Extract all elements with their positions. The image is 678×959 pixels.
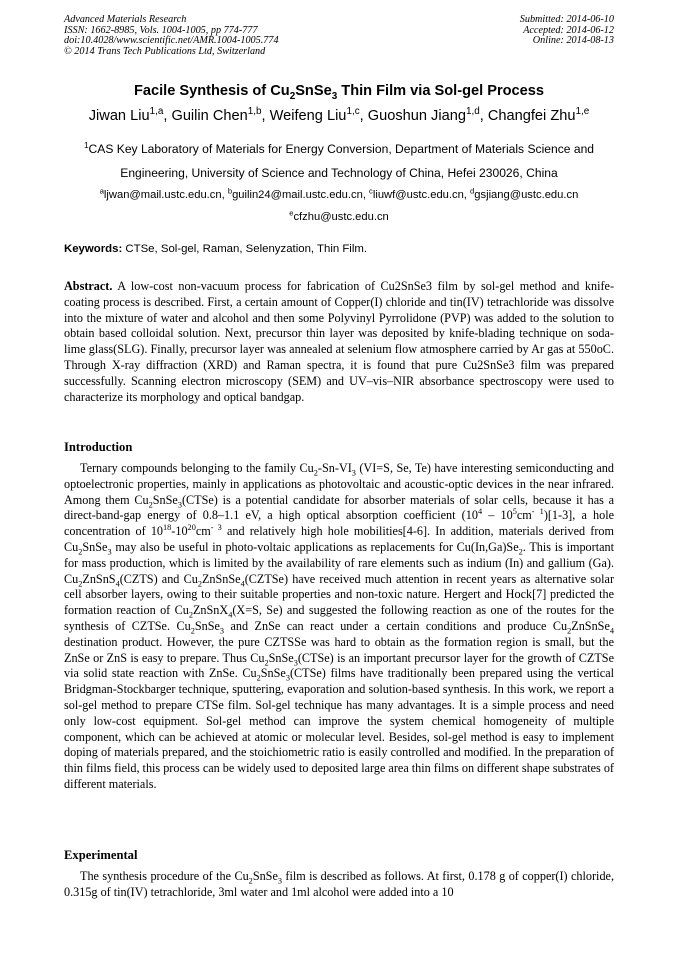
author-list <box>20 108 658 124</box>
abstract-text: A low-cost non-vacuum process for fabrication of Cu2SnSe3 film by sol-gel method and knife-coating process is described. First, a certain amount of Copper(I) chloride and tin(IV) tetrachloride was dissolve into the mixture of water and alcohol and then some Polyvinyl Pyrrolidone (PVP) was added to the solution to obtain based colloidal solution. Next, precursor thin layer was deposited by knife-blading technique on soda-lime glass(SLG). Finally, precursor layer was annealed at selenium flow atmosphere carried by Ar gas at 550oC. Through X-ray diffraction (XRD) and Raman spectra, it is found that pure Cu2SnSe3 film was prepared successfully. Scanning electron microscopy (SEM) and UV–vis–NIR absorbance spectroscopy were used to characterize its morphology and optical bandgap. <box>64 279 614 404</box>
email-link[interactable]: $^d$gsjiang@ustc.edu.cn <box>470 186 579 201</box>
journal-info <box>64 15 279 57</box>
email-link[interactable]: $^a$ljwan@mail.ustc.edu.cn, <box>99 186 228 201</box>
experimental-paragraph: The synthesis procedure of the $Cu_2SnSe_3$ film is described as follows. At first, 0.178 g of copper(I) chloride, 0.315g of tin(IV) tetrachloride, 3ml water and 1ml alcohol were added into a 10 <box>64 869 614 899</box>
section-heading-introduction: Introduction <box>64 440 133 454</box>
keywords-text: CTSe, Sol-gel, Raman, Selenyzation, Thin Film. <box>122 243 368 255</box>
date-submitted: Submitted: 2014-06-10 <box>519 14 614 25</box>
journal-doi: doi:10.4028/www.scientific.net/AMR.1004-1005.774 <box>64 35 279 47</box>
date-online: Online: 2014-08-13 <box>532 35 614 47</box>
keywords-label: Keywords: <box>64 243 123 255</box>
author: Guilin Chen$^{1,b}$, <box>171 106 270 124</box>
journal-copyright: © 2014 Trans Tech Publications Ltd, Switzerland <box>64 45 266 57</box>
keywords <box>64 243 614 255</box>
email-link[interactable]: $^b$guilin24@mail.ustc.edu.cn, <box>227 186 370 201</box>
introduction-paragraph: Ternary compounds belonging to the family $Cu_2-Sn-VI_3$ (VI=S, Se, Te) have interesting semiconducting and optoelectronic properties, mainly in applications as photovoltaic and acoustic-optic devices in the near infrared. Among them $Cu_2SnSe_3(CTSe)$ is a potential candidate for absorber materials of solar cells, because it has a direct-band-gap energy of 0.8–1.1 eV, a high optical absorption coefficient $(10^4 - 10^5cm^{- 1})[1-3]$, a hole concentration of $10^{18}-10^{20}cm^{- 3}$ and relatively high hole mobilities[4-6]. In addition, materials derived from $Cu_2SnSe_3$ may also be useful in photo-voltaic applications as replacements for $Cu(In,Ga)Se_2$. This is important for mass production, which is limited by the availability of rare elements such as indium (In) and gallium (Ga). $Cu_2ZnSnS_4(CZTS)$ and $Cu_2ZnSnSe_4(CZTSe)$ have received much attention in recent years as alternative solar cell absorber layers, owing to their suitable properties and non-toxic nature. Hergert and Hock[7] predicted the formation reaction of $Cu_2ZnSnX_4(X=S$, Se) and suggested the following reaction as one of the routes for the synthesis of CZTSe. $Cu_2SnSe_3$ and ZnSe can react under a certain conditions and produce $Cu_2ZnSnSe_4$ destination product. However, the pure CZTSSe was hard to obtain as the formation region is small, but the ZnSe or ZnS is easy to prepare. Thus $Cu_2SnSe_3(CTSe)$ is an important precursor layer for the growth of CZTSe via solid state reaction with ZnSe. $Cu_2SnSe_3(CTSe)$ films have traditionally been prepared using the vertical Bridgman-Stockbarger technique, sputtering, evaporation and solution-based synthesis. In this work, we report a sol-gel method to prepare CTSe film. Sol-gel technique has many advantages. It is a simple process and need only low-cost equipment. Sol-gel method can improve the system chemical homogeneity of multiple component, which can be achieved at atomic or molecular level. Besides, sol-gel method is easy to implement doping of materials prepared, and the stoichiometric ratio is easily controlled and modified. In the preparation of thin films field, this process can be widely used to deposited large area thin films on different shape substrates of different materials. <box>64 461 615 791</box>
email-link[interactable]: $^e$cfzhu@ustc.edu.cn <box>289 208 389 223</box>
abstract <box>64 279 614 405</box>
paper-title: Facile Synthesis of $Cu_2SnSe_3$ Thin Film via Sol-gel Process <box>133 83 545 102</box>
journal-name: Advanced Materials Research <box>64 14 187 25</box>
author: Weifeng Liu$^{1,c}$, <box>269 106 368 124</box>
author: Jiwan Liu$^{1,a}$, <box>88 106 172 124</box>
journal-issn: ISSN: 1662-8985, Vols. 1004-1005, pp 774-777 <box>64 24 258 36</box>
abstract-label: Abstract. <box>64 279 113 293</box>
section-heading-experimental: Experimental <box>64 848 138 862</box>
email-link[interactable]: $^c$liuwf@ustc.edu.cn, <box>369 186 471 201</box>
date-accepted: Accepted: 2014-06-12 <box>523 24 614 36</box>
affiliation: $^1$CAS Key Laboratory of Materials for Energy Conversion, Department of Materials Science and Engineering, University of Science and Technology of China, Hefei 230026, China <box>83 140 595 180</box>
author: Changfei Zhu$^{1,e}$ <box>487 106 590 124</box>
author: Guoshun Jiang$^{1,d}$, <box>367 106 488 124</box>
publication-dates <box>520 15 614 47</box>
author-emails <box>40 184 638 228</box>
